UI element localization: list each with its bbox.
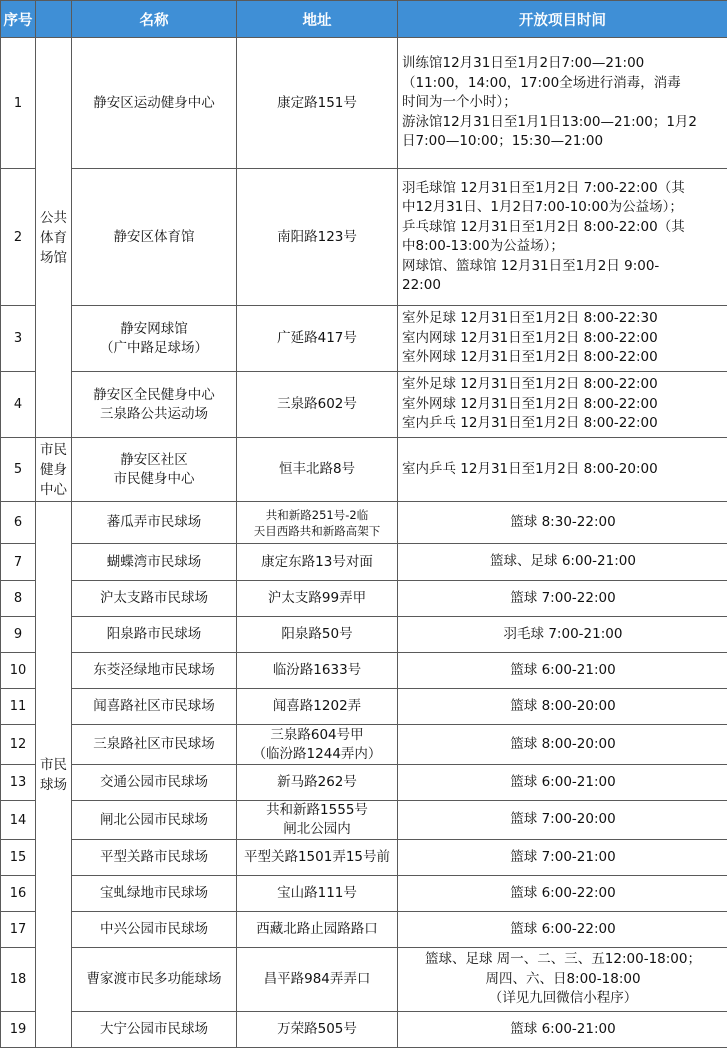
category-cell bbox=[36, 502, 72, 1048]
table-header-row bbox=[1, 1, 727, 38]
row-index: 4 bbox=[1, 372, 36, 438]
row-index: 9 bbox=[1, 617, 36, 653]
venue-hours: 篮球 6:00-22:00 bbox=[398, 912, 727, 948]
venue-hours: 篮球 6:00-22:00 bbox=[398, 876, 727, 912]
venue-name: 静安区社区 市民健身中心 bbox=[72, 438, 237, 502]
table-row bbox=[1, 502, 727, 544]
table-row bbox=[1, 38, 727, 169]
venue-address: 昌平路984弄弄口 bbox=[237, 948, 398, 1012]
venue-name: 静安区运动健身中心 bbox=[72, 38, 237, 169]
header-address: 地址 bbox=[237, 1, 398, 38]
row-index: 5 bbox=[1, 438, 36, 502]
row-index: 13 bbox=[1, 765, 36, 801]
venue-name: 曹家渡市民多功能球场 bbox=[72, 948, 237, 1012]
venue-name: 交通公园市民球场 bbox=[72, 765, 237, 801]
venue-name: 东茭泾绿地市民球场 bbox=[72, 653, 237, 689]
table-row bbox=[1, 372, 727, 438]
venue-address: 临汾路1633号 bbox=[237, 653, 398, 689]
table-row bbox=[1, 544, 727, 581]
venue-name: 三泉路社区市民球场 bbox=[72, 725, 237, 765]
venue-name: 沪太支路市民球场 bbox=[72, 581, 237, 617]
venue-name: 蝴蝶湾市民球场 bbox=[72, 544, 237, 581]
table-row bbox=[1, 948, 727, 1012]
venue-hours: 篮球 7:00-20:00 bbox=[398, 801, 727, 840]
venue-hours: 训练馆12月31日至1月2日7:00—21:00 （11:00，14:00，17:00全场进行消毒，消毒 时间为一个小时）； 游泳馆12月31日至1月1日13:00—21:00；1月2 日7:00—10:00；15:30—21:00 bbox=[398, 38, 727, 169]
venue-address: 西藏北路止园路路口 bbox=[237, 912, 398, 948]
venue-hours: 篮球 7:00-21:00 bbox=[398, 840, 727, 876]
venue-hours: 篮球、足球 6:00-21:00 bbox=[398, 544, 727, 581]
venue-address: 三泉路604号甲 （临汾路1244弄内） bbox=[237, 725, 398, 765]
row-index: 10 bbox=[1, 653, 36, 689]
venue-address: 康定路151号 bbox=[237, 38, 398, 169]
venue-hours: 篮球 8:00-20:00 bbox=[398, 689, 727, 725]
table-row bbox=[1, 912, 727, 948]
row-index: 19 bbox=[1, 1012, 36, 1048]
venue-address: 共和新路251号-2临 天目西路共和新路高架下 bbox=[237, 502, 398, 544]
row-index: 1 bbox=[1, 38, 36, 169]
header-index: 序号 bbox=[1, 1, 36, 38]
table-row bbox=[1, 617, 727, 653]
venue-hours: 室外足球 12月31日至1月2日 8:00-22:30 室内网球 12月31日至1月2日 8:00-22:00 室外网球 12月31日至1月2日 8:00-22:00 bbox=[398, 306, 727, 372]
header-hours: 开放项目时间 bbox=[398, 1, 727, 38]
venue-address: 平型关路1501弄15号前 bbox=[237, 840, 398, 876]
table-row bbox=[1, 765, 727, 801]
venue-hours: 篮球 8:30-22:00 bbox=[398, 502, 727, 544]
venue-name: 闻喜路社区市民球场 bbox=[72, 689, 237, 725]
row-index: 2 bbox=[1, 169, 36, 306]
table-row bbox=[1, 169, 727, 306]
venue-name: 静安区体育馆 bbox=[72, 169, 237, 306]
row-index: 17 bbox=[1, 912, 36, 948]
venue-name: 宝虬绿地市民球场 bbox=[72, 876, 237, 912]
venue-address: 阳泉路50号 bbox=[237, 617, 398, 653]
table-row bbox=[1, 653, 727, 689]
venue-address: 宝山路111号 bbox=[237, 876, 398, 912]
venue-name: 平型关路市民球场 bbox=[72, 840, 237, 876]
table-row bbox=[1, 1012, 727, 1048]
venue-address: 广延路417号 bbox=[237, 306, 398, 372]
venue-hours: 篮球 6:00-21:00 bbox=[398, 1012, 727, 1048]
venue-hours: 室外足球 12月31日至1月2日 8:00-22:00 室外网球 12月31日至1月2日 8:00-22:00 室内乒乓 12月31日至1月2日 8:00-22:00 bbox=[398, 372, 727, 438]
venue-address: 万荣路505号 bbox=[237, 1012, 398, 1048]
venue-hours: 篮球、足球 周一、二、三、五12:00-18:00； 周四、六、日8:00-18:00 （详见九回微信小程序） bbox=[398, 948, 727, 1012]
venue-address: 新马路262号 bbox=[237, 765, 398, 801]
table-row bbox=[1, 801, 727, 840]
venue-name: 闸北公园市民球场 bbox=[72, 801, 237, 840]
category-label: 公共体育场馆 bbox=[40, 210, 67, 266]
row-index: 11 bbox=[1, 689, 36, 725]
venue-address: 闻喜路1202弄 bbox=[237, 689, 398, 725]
venue-hours: 篮球 6:00-21:00 bbox=[398, 765, 727, 801]
table-row bbox=[1, 840, 727, 876]
row-index: 8 bbox=[1, 581, 36, 617]
venue-name: 静安网球馆 （广中路足球场） bbox=[72, 306, 237, 372]
header-name: 名称 bbox=[72, 1, 237, 38]
table-row bbox=[1, 689, 727, 725]
venue-hours: 室内乒乓 12月31日至1月2日 8:00-20:00 bbox=[398, 438, 727, 502]
table-row bbox=[1, 581, 727, 617]
table-row bbox=[1, 725, 727, 765]
header-category bbox=[36, 1, 72, 38]
venue-name: 中兴公园市民球场 bbox=[72, 912, 237, 948]
venue-name: 阳泉路市民球场 bbox=[72, 617, 237, 653]
venue-name: 大宁公园市民球场 bbox=[72, 1012, 237, 1048]
venue-hours: 篮球 8:00-20:00 bbox=[398, 725, 727, 765]
row-index: 15 bbox=[1, 840, 36, 876]
table-row bbox=[1, 438, 727, 502]
table-row bbox=[1, 306, 727, 372]
row-index: 18 bbox=[1, 948, 36, 1012]
category-cell bbox=[36, 438, 72, 502]
row-index: 16 bbox=[1, 876, 36, 912]
venue-address: 沪太支路99弄甲 bbox=[237, 581, 398, 617]
row-index: 12 bbox=[1, 725, 36, 765]
venue-hours: 羽毛球 7:00-21:00 bbox=[398, 617, 727, 653]
row-index: 7 bbox=[1, 544, 36, 581]
table-row bbox=[1, 876, 727, 912]
venue-address: 康定东路13号对面 bbox=[237, 544, 398, 581]
row-index: 3 bbox=[1, 306, 36, 372]
category-cell bbox=[36, 38, 72, 438]
venue-address: 恒丰北路8号 bbox=[237, 438, 398, 502]
venue-name: 蕃瓜弄市民球场 bbox=[72, 502, 237, 544]
venue-address: 三泉路602号 bbox=[237, 372, 398, 438]
venue-address: 共和新路1555号 闸北公园内 bbox=[237, 801, 398, 840]
venue-hours: 羽毛球馆 12月31日至1月2日 7:00-22:00（其 中12月31日、1月2日7:00-10:00为公益场）； 乒乓球馆 12月31日至1月2日 8:00-22:00（其 中8:00-13:00为公益场）； 网球馆、篮球馆 12月31日至1月2日 9:00- 22:00 bbox=[398, 169, 727, 306]
category-label: 市民球场 bbox=[40, 757, 67, 793]
venue-hours: 篮球 6:00-21:00 bbox=[398, 653, 727, 689]
row-index: 6 bbox=[1, 502, 36, 544]
row-index: 14 bbox=[1, 801, 36, 840]
venue-hours: 篮球 7:00-22:00 bbox=[398, 581, 727, 617]
category-label: 市民健身中心 bbox=[40, 442, 67, 498]
venue-name: 静安区全民健身中心 三泉路公共运动场 bbox=[72, 372, 237, 438]
venue-address: 南阳路123号 bbox=[237, 169, 398, 306]
